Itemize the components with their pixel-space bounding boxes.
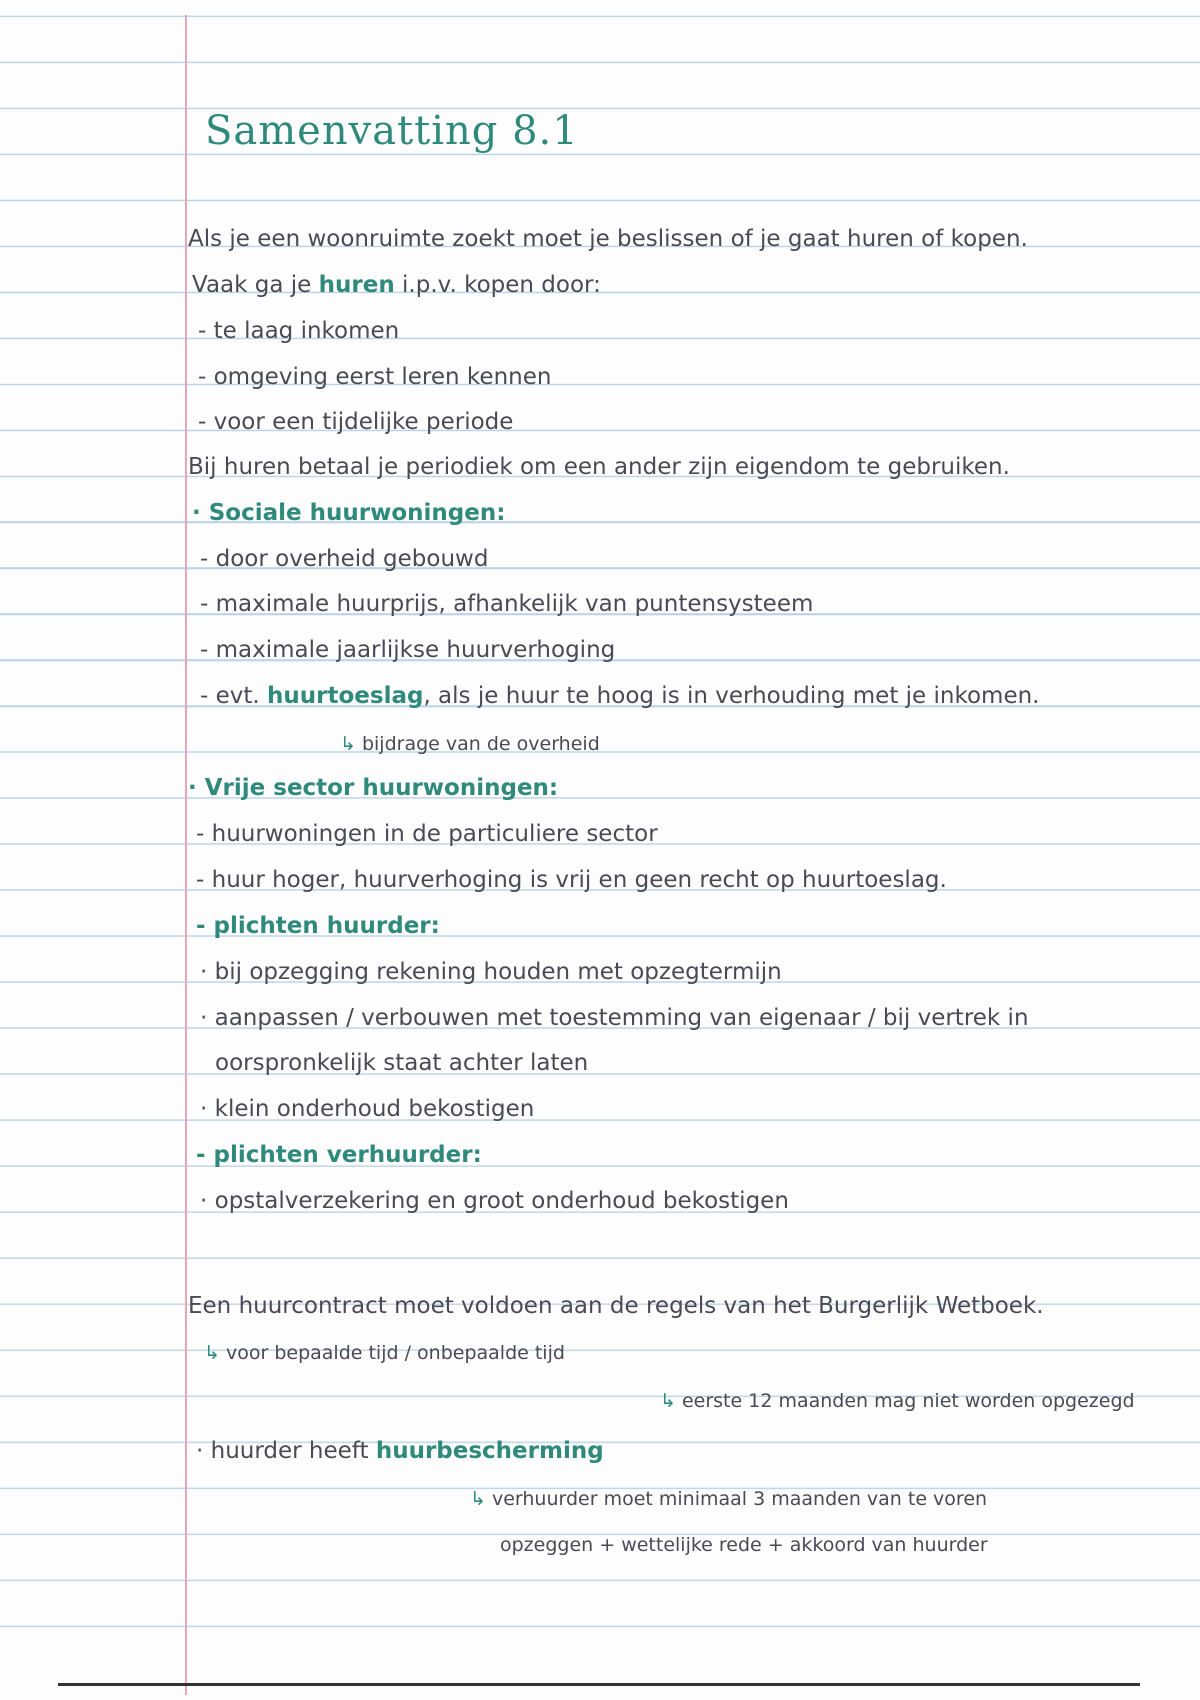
huurder-item: · bij opzegging rekening houden met opzegtermijn	[200, 959, 782, 985]
contract-sub-1-text: voor bepaalde tijd / onbepaalde tijd	[225, 1342, 565, 1364]
intro-line-3: Bij huren betaal je periodiek om een ander zijn eigendom te gebruiken.	[188, 454, 1010, 480]
margin-line	[185, 15, 187, 1695]
bottom-rule	[58, 1683, 1140, 1686]
vrije-heading: · Vrije sector huurwoningen:	[188, 775, 559, 801]
vrije-item: - huurwoningen in de particuliere sector	[196, 821, 658, 847]
huurder-item: · aanpassen / verbouwen met toestemming van eigenaar / bij vertrek in	[200, 1005, 1029, 1031]
contract-line: Een huurcontract moet voldoen aan de regels van het Burgerlijk Wetboek.	[188, 1293, 1044, 1319]
huurder-item: · klein onderhoud bekostigen	[200, 1096, 535, 1122]
huren-highlight: huren	[318, 272, 395, 298]
sociale-item: - maximale jaarlijkse huurverhoging	[200, 637, 616, 663]
huurtoeslag-highlight: huurtoeslag	[267, 683, 424, 709]
return-arrow-icon: ↳	[204, 1342, 226, 1364]
huurbescherming-highlight: huurbescherming	[375, 1438, 604, 1464]
huurder-item: oorspronkelijk staat achter laten	[215, 1050, 589, 1076]
bescherming-note-2: opzeggen + wettelijke rede + akkoord van huurder	[500, 1534, 988, 1556]
bescherming-note-1-text: verhuurder moet minimaal 3 maanden van te voren	[491, 1488, 988, 1510]
verhuurder-item: · opstalverzekering en groot onderhoud bekostigen	[200, 1188, 789, 1214]
bescherming-prefix: · huurder heeft	[196, 1438, 376, 1464]
page-title: Samenvatting 8.1	[205, 108, 579, 154]
reason-item: - voor een tijdelijke periode	[198, 409, 514, 435]
contract-sub-2-text: eerste 12 maanden mag niet worden opgezegd	[681, 1390, 1135, 1412]
return-arrow-icon: ↳	[470, 1488, 492, 1510]
reason-item: - omgeving eerst leren kennen	[198, 364, 552, 390]
toeslag-rest: , als je huur te hoog is in verhouding met je inkomen.	[423, 683, 1040, 709]
toeslag-note	[340, 733, 600, 755]
intro-line-2-rest: i.p.v. kopen door:	[394, 272, 601, 298]
toeslag-line	[200, 683, 1040, 709]
reason-item: - te laag inkomen	[198, 318, 400, 344]
return-arrow-icon: ↳	[660, 1390, 682, 1412]
vrije-item: - huur hoger, huurverhoging is vrij en geen recht op huurtoeslag.	[196, 867, 947, 893]
intro-line-2-text: Vaak ga je	[192, 272, 319, 298]
contract-sub-1	[204, 1342, 565, 1364]
return-arrow-icon: ↳	[340, 733, 362, 755]
bescherming-line	[196, 1438, 604, 1464]
sociale-heading: · Sociale huurwoningen:	[192, 500, 506, 526]
toeslag-prefix: - evt.	[200, 683, 268, 709]
intro-line-2	[192, 272, 601, 298]
toeslag-note-text: bijdrage van de overheid	[361, 733, 600, 755]
contract-sub-2	[660, 1390, 1135, 1412]
intro-line-1: Als je een woonruimte zoekt moet je beslissen of je gaat huren of kopen.	[188, 226, 1028, 252]
plichten-huurder-heading: - plichten huurder:	[196, 913, 440, 939]
sociale-item: - door overheid gebouwd	[200, 546, 489, 572]
plichten-verhuurder-heading: - plichten verhuurder:	[196, 1142, 482, 1168]
bescherming-note-1	[470, 1488, 987, 1510]
sociale-item: - maximale huurprijs, afhankelijk van puntensysteem	[200, 591, 814, 617]
